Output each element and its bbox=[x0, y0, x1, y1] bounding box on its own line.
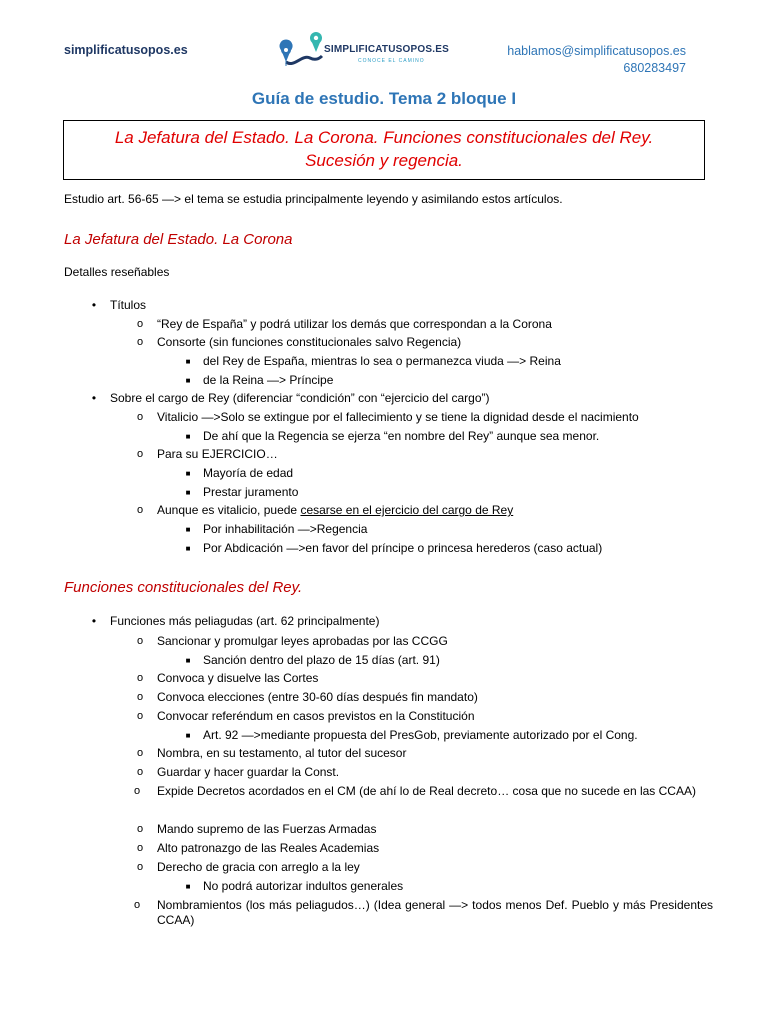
list-item: o Nombramientos (los más peliagudos…) (Idea general —> todos menos Def. Pueblo y más Presidentes CCAA) bbox=[134, 898, 713, 927]
list-item: o Convoca elecciones (entre 30-60 días después fin mandato) bbox=[136, 690, 478, 704]
list-item: o Sancionar y promulgar leyes aprobadas por las CCGG bbox=[136, 634, 448, 648]
underlined-phrase: cesarse en el ejercicio del cargo de Rey bbox=[300, 503, 514, 517]
list-item: ■ Por inhabilitación —>Regencia bbox=[185, 522, 368, 536]
logo bbox=[276, 28, 476, 72]
topic-title-line1: La Jefatura del Estado. La Corona. Funciones constitucionales del Rey. bbox=[114, 128, 654, 147]
list-item: o Aunque es vitalicio, puede cesarse en el ejercicio del cargo de Rey bbox=[136, 503, 514, 517]
topic-title-line2: Sucesión y regencia. bbox=[305, 151, 463, 170]
list-item: • Sobre el cargo de Rey (diferenciar “condición” con “ejercicio del cargo”) bbox=[91, 391, 490, 405]
header-contact bbox=[507, 43, 686, 77]
header-phone: 680283497 bbox=[623, 61, 686, 75]
list-item: o Vitalicio —>Solo se extingue por el fallecimiento y se tiene la dignidad desde el nacimiento bbox=[136, 410, 639, 424]
logo-tagline: CONOCE EL CAMINO bbox=[358, 58, 425, 64]
logo-text: SIMPLIFICATUSOPOS.ES bbox=[324, 44, 449, 55]
list-item: o Alto patronazgo de las Reales Academias bbox=[136, 841, 380, 855]
header-email-link[interactable]: hablamos@simplificatusopos.es bbox=[507, 44, 686, 58]
topic-title-box bbox=[63, 120, 705, 180]
list-item: • Títulos bbox=[91, 298, 147, 312]
list-item: ■ del Rey de España, mientras lo sea o permanezca viuda —> Reina bbox=[185, 354, 561, 368]
list-item: • Funciones más peliagudas (art. 62 principalmente) bbox=[91, 614, 380, 628]
list-item: ■ Sanción dentro del plazo de 15 días (art. 91) bbox=[185, 653, 440, 667]
list-item: ■ De ahí que la Regencia se ejerza “en nombre del Rey” aunque sea menor. bbox=[185, 429, 600, 443]
list-item: o Derecho de gracia con arreglo a la ley bbox=[136, 860, 360, 874]
list-item: o Consorte (sin funciones constitucionales salvo Regencia) bbox=[136, 335, 462, 349]
header-site-link[interactable]: simplificatusopos.es bbox=[64, 43, 188, 57]
list-item: ■ Art. 92 —>mediante propuesta del PresGob, previamente autorizado por el Cong. bbox=[185, 728, 638, 742]
list-item: o Nombra, en su testamento, al tutor del sucesor bbox=[136, 746, 407, 760]
guide-title: Guía de estudio. Tema 2 bloque I bbox=[251, 89, 517, 108]
list-item: ■ de la Reina —> Príncipe bbox=[185, 373, 334, 387]
list-item: o Guardar y hacer guardar la Const. bbox=[136, 765, 340, 779]
list-item: ■ Por Abdicación —>en favor del príncipe o princesa herederos (caso actual) bbox=[185, 541, 603, 555]
list-item: o Para su EJERCICIO… bbox=[136, 447, 278, 461]
list-item: o Convoca y disuelve las Cortes bbox=[136, 671, 319, 685]
list-item: ■ Mayoría de edad bbox=[185, 466, 294, 480]
list-item: o Mando supremo de las Fuerzas Armadas bbox=[136, 822, 377, 836]
map-pin-route-icon bbox=[276, 28, 324, 72]
section2-heading: Funciones constitucionales del Rey. bbox=[64, 579, 303, 596]
section1-subheading: Detalles reseñables bbox=[64, 265, 170, 279]
list-item: ■ Prestar juramento bbox=[185, 485, 299, 499]
list-item: ■ No podrá autorizar indultos generales bbox=[185, 879, 404, 893]
list-item: o “Rey de España” y podrá utilizar los demás que correspondan a la Corona bbox=[136, 317, 552, 331]
list-item: o Convocar referéndum en casos previstos en la Constitución bbox=[136, 709, 475, 723]
list-item: o Expide Decretos acordados en el CM (de ahí lo de Real decreto… cosa que no sucede en las CCAA) bbox=[134, 784, 696, 798]
section1-heading: La Jefatura del Estado. La Corona bbox=[64, 231, 293, 248]
intro-text: Estudio art. 56-65 —> el tema se estudia principalmente leyendo y asimilando estos artículos. bbox=[64, 192, 563, 206]
